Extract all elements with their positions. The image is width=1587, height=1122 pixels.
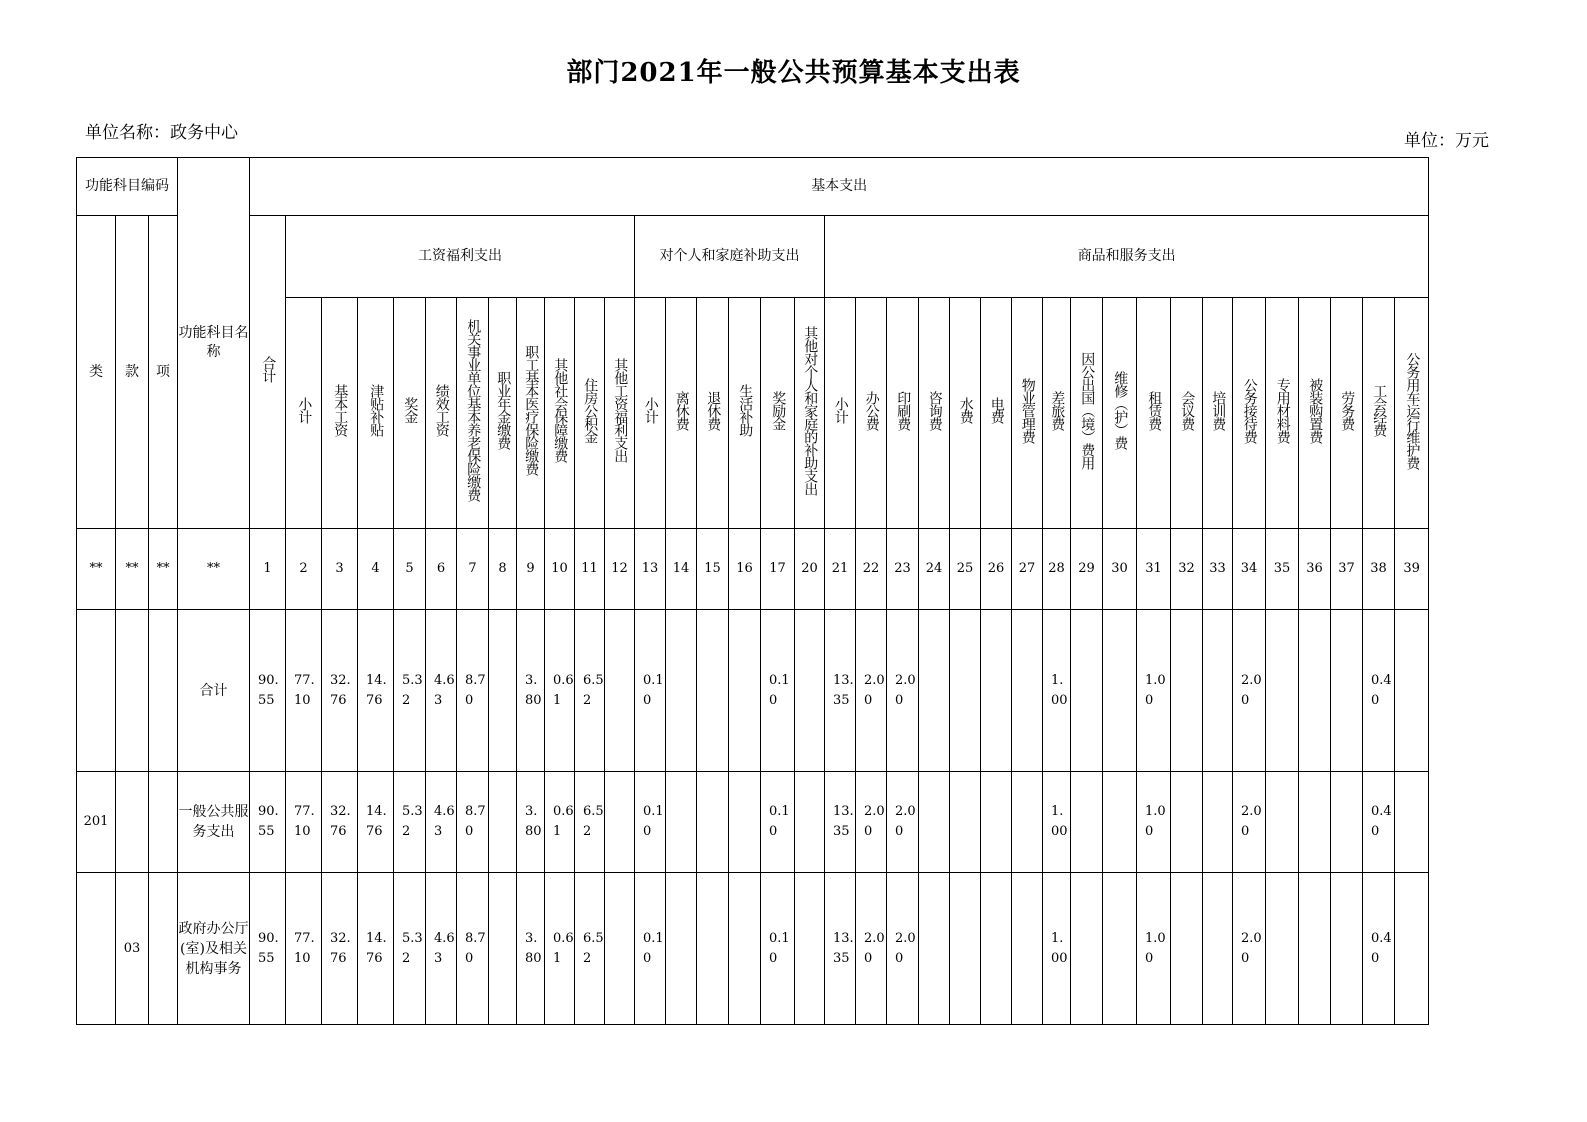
index-number: 14 — [666, 529, 697, 610]
header-func-name: 功能科目名称 — [178, 158, 250, 529]
index-code: ** — [178, 529, 250, 610]
row-value: 4.63 — [426, 873, 457, 1025]
row-value — [1266, 610, 1299, 772]
row-value: 13.35 — [825, 873, 856, 1025]
row-value: 13.35 — [825, 772, 856, 873]
row-value: 77.10 — [286, 772, 322, 873]
header-column — [1137, 298, 1171, 529]
header-column — [795, 298, 825, 529]
header-kuan: 款 — [116, 216, 149, 529]
row-value: 1.00 — [1137, 610, 1171, 772]
header-column — [358, 298, 394, 529]
row-value — [1171, 873, 1203, 1025]
row-xiang — [149, 873, 178, 1025]
header-basic: 基本支出 — [250, 158, 1429, 216]
row-value — [1103, 772, 1137, 873]
row-value: 1.00 — [1137, 772, 1171, 873]
row-value: 2.00 — [856, 772, 887, 873]
header-column — [426, 298, 457, 529]
row-value: 6.52 — [575, 873, 605, 1025]
header-column-label: 其他社会保障缴费 — [552, 358, 569, 463]
row-value: 5.32 — [394, 772, 426, 873]
row-name: 合计 — [178, 610, 250, 772]
header-column — [394, 298, 426, 529]
header-column-label: 津贴补贴 — [368, 384, 385, 437]
index-number: 20 — [795, 529, 825, 610]
index-number: 8 — [489, 529, 517, 610]
row-kuan — [116, 610, 149, 772]
header-column — [981, 298, 1012, 529]
index-number: 16 — [729, 529, 761, 610]
header-column-label: 被装购置费 — [1307, 377, 1324, 443]
index-number: 11 — [575, 529, 605, 610]
index-number: 1 — [250, 529, 286, 610]
row-value: 0.61 — [545, 772, 575, 873]
row-value: 90.55 — [250, 873, 286, 1025]
header-column — [575, 298, 605, 529]
header-column-label: 其他工资福利支出 — [612, 358, 629, 463]
row-value — [981, 772, 1012, 873]
index-number: 39 — [1395, 529, 1429, 610]
header-column-label: 咨询费 — [926, 390, 943, 430]
index-number: 28 — [1043, 529, 1071, 610]
row-value: 90.55 — [250, 610, 286, 772]
index-number: 24 — [919, 529, 950, 610]
row-value: 5.32 — [394, 610, 426, 772]
header-column-label: 小计 — [832, 397, 849, 424]
row-value — [1203, 772, 1233, 873]
row-value: 90.55 — [250, 772, 286, 873]
header-column — [1233, 298, 1266, 529]
row-value — [950, 873, 981, 1025]
row-value: 0.40 — [1363, 873, 1395, 1025]
row-value: 3.80 — [517, 873, 545, 1025]
row-value — [919, 772, 950, 873]
row-value: 0.10 — [635, 873, 666, 1025]
row-value — [605, 610, 635, 772]
row-value — [489, 772, 517, 873]
row-value — [1171, 772, 1203, 873]
row-value — [981, 873, 1012, 1025]
header-column — [1331, 298, 1363, 529]
header-column-label: 生活补助 — [737, 384, 754, 437]
table-row — [77, 873, 1429, 1025]
row-value: 77.10 — [286, 873, 322, 1025]
row-value: 8.70 — [457, 873, 489, 1025]
index-number: 2 — [286, 529, 322, 610]
index-number: 21 — [825, 529, 856, 610]
header-func-code: 功能科目编码 — [77, 158, 178, 216]
header-column-label: 机关事业单位基本养老保险缴费 — [465, 319, 482, 502]
header-column-label: 培训费 — [1210, 390, 1227, 430]
header-column — [761, 298, 795, 529]
row-value: 2.00 — [887, 873, 919, 1025]
row-value — [666, 772, 697, 873]
row-value — [729, 873, 761, 1025]
header-lei: 类 — [77, 216, 116, 529]
row-value — [666, 610, 697, 772]
row-kuan: 03 — [116, 873, 149, 1025]
row-value — [1266, 873, 1299, 1025]
row-value: 0.10 — [761, 772, 795, 873]
row-lei — [77, 610, 116, 772]
unit-name-label: 单位名称：政务中心 — [85, 123, 238, 143]
row-value: 32.76 — [322, 772, 358, 873]
row-value — [605, 873, 635, 1025]
index-number: 23 — [887, 529, 919, 610]
row-value — [1071, 772, 1103, 873]
unit-label: 单位：万元 — [1404, 131, 1489, 151]
row-kuan — [116, 772, 149, 873]
header-column — [697, 298, 729, 529]
row-lei: 201 — [77, 772, 116, 873]
header-column-label: 绩效工资 — [433, 384, 450, 437]
header-total — [250, 216, 286, 529]
header-column — [517, 298, 545, 529]
row-value: 6.52 — [575, 772, 605, 873]
header-column — [1266, 298, 1299, 529]
index-number: 6 — [426, 529, 457, 610]
row-value — [1012, 610, 1043, 772]
header-column-label: 其他对个人和家庭的补助支出 — [802, 325, 819, 495]
header-column — [1363, 298, 1395, 529]
index-number: 35 — [1266, 529, 1299, 610]
header-column-label: 小计 — [642, 397, 659, 424]
row-xiang — [149, 772, 178, 873]
index-number: 26 — [981, 529, 1012, 610]
header-column — [1103, 298, 1137, 529]
index-number: 37 — [1331, 529, 1363, 610]
row-value: 0.10 — [635, 610, 666, 772]
index-number: 4 — [358, 529, 394, 610]
header-xiang: 项 — [149, 216, 178, 529]
index-code: ** — [77, 529, 116, 610]
row-value: 14.76 — [358, 772, 394, 873]
row-value — [489, 873, 517, 1025]
row-value — [1171, 610, 1203, 772]
row-value: 0.10 — [635, 772, 666, 873]
header-column-label: 印刷费 — [895, 390, 912, 430]
row-value: 2.00 — [887, 610, 919, 772]
header-column — [1203, 298, 1233, 529]
row-value — [1203, 610, 1233, 772]
row-value: 6.52 — [575, 610, 605, 772]
row-value — [1203, 873, 1233, 1025]
index-number: 7 — [457, 529, 489, 610]
row-value — [919, 873, 950, 1025]
row-value — [697, 873, 729, 1025]
header-column-label: 职工基本医疗保险缴费 — [523, 345, 540, 476]
index-number: 22 — [856, 529, 887, 610]
row-value: 2.00 — [1233, 610, 1266, 772]
index-number: 32 — [1171, 529, 1203, 610]
page-title: 部门2021年一般公共预算基本支出表 — [566, 58, 1021, 88]
row-value — [1071, 610, 1103, 772]
index-number: 9 — [517, 529, 545, 610]
row-value — [697, 610, 729, 772]
row-value — [981, 610, 1012, 772]
row-value: 1.00 — [1043, 873, 1071, 1025]
row-value — [919, 610, 950, 772]
header-column-label: 电费 — [988, 397, 1005, 424]
header-column — [489, 298, 517, 529]
row-value: 2.00 — [1233, 772, 1266, 873]
table-row — [77, 772, 1429, 873]
header-column — [887, 298, 919, 529]
row-value: 0.61 — [545, 873, 575, 1025]
index-code: ** — [116, 529, 149, 610]
row-value — [666, 873, 697, 1025]
row-value — [795, 610, 825, 772]
row-value: 1.00 — [1043, 610, 1071, 772]
header-column-label: 工会经费 — [1371, 384, 1388, 437]
row-value — [1395, 610, 1429, 772]
row-value — [697, 772, 729, 873]
header-column — [919, 298, 950, 529]
row-value: 14.76 — [358, 873, 394, 1025]
row-value: 3.80 — [517, 772, 545, 873]
header-column-label: 水费 — [957, 397, 974, 424]
header-total-label: 合计 — [260, 356, 277, 383]
row-value — [950, 610, 981, 772]
row-value: 5.32 — [394, 873, 426, 1025]
index-number: 27 — [1012, 529, 1043, 610]
header-column — [286, 298, 322, 529]
row-value — [1299, 772, 1331, 873]
row-xiang — [149, 610, 178, 772]
index-code: ** — [149, 529, 178, 610]
index-number: 12 — [605, 529, 635, 610]
header-column-label: 公务用车运行维护费 — [1404, 351, 1421, 469]
header-column-label: 差旅费 — [1049, 390, 1066, 430]
header-column-label: 物业管理费 — [1019, 377, 1036, 443]
index-number: 29 — [1071, 529, 1103, 610]
row-name: 一般公共服务支出 — [178, 772, 250, 873]
index-number: 36 — [1299, 529, 1331, 610]
header-group-goods: 商品和服务支出 — [825, 216, 1429, 298]
row-value — [729, 610, 761, 772]
row-value: 0.10 — [761, 610, 795, 772]
row-value — [795, 772, 825, 873]
row-value: 0.40 — [1363, 610, 1395, 772]
row-value — [489, 610, 517, 772]
header-column-label: 基本工资 — [332, 384, 349, 437]
index-number: 10 — [545, 529, 575, 610]
table-row — [77, 610, 1429, 772]
header-column — [322, 298, 358, 529]
row-value — [1395, 772, 1429, 873]
row-value — [1012, 873, 1043, 1025]
header-column — [950, 298, 981, 529]
row-value — [1331, 610, 1363, 772]
header-column-label: 离休费 — [673, 390, 690, 430]
header-column — [825, 298, 856, 529]
row-value — [1331, 873, 1363, 1025]
row-value: 4.63 — [426, 610, 457, 772]
row-value: 8.70 — [457, 772, 489, 873]
header-column-label: 因公出国（境）费用 — [1079, 351, 1096, 469]
index-number: 15 — [697, 529, 729, 610]
header-column — [457, 298, 489, 529]
header-column-label: 职业年金缴费 — [495, 371, 512, 450]
header-group-salary: 工资福利支出 — [286, 216, 635, 298]
header-column-label: 奖励金 — [770, 390, 787, 430]
row-value — [729, 772, 761, 873]
header-column — [666, 298, 697, 529]
header-column — [605, 298, 635, 529]
index-number: 38 — [1363, 529, 1395, 610]
row-value: 2.00 — [1233, 873, 1266, 1025]
header-column — [1071, 298, 1103, 529]
header-column — [1012, 298, 1043, 529]
header-column-label: 住房公积金 — [582, 377, 599, 443]
header-column-label: 办公费 — [863, 390, 880, 430]
row-value — [1331, 772, 1363, 873]
header-column — [856, 298, 887, 529]
header-column — [1299, 298, 1331, 529]
header-column-label: 租赁费 — [1146, 390, 1163, 430]
header-column-label: 公务接待费 — [1241, 377, 1258, 443]
index-number: 33 — [1203, 529, 1233, 610]
row-value: 0.10 — [761, 873, 795, 1025]
header-column-label: 小计 — [296, 397, 313, 424]
index-number: 3 — [322, 529, 358, 610]
header-column — [635, 298, 666, 529]
index-number: 5 — [394, 529, 426, 610]
row-value — [1012, 772, 1043, 873]
row-value: 32.76 — [322, 610, 358, 772]
row-value — [605, 772, 635, 873]
row-value: 2.00 — [856, 873, 887, 1025]
header-column — [729, 298, 761, 529]
row-value: 1.00 — [1043, 772, 1071, 873]
row-value — [1266, 772, 1299, 873]
index-number: 31 — [1137, 529, 1171, 610]
header-column — [545, 298, 575, 529]
row-value — [1299, 610, 1331, 772]
header-column-label: 维修（护）费 — [1112, 371, 1129, 450]
header-column-label: 专用材料费 — [1274, 377, 1291, 443]
row-value: 4.63 — [426, 772, 457, 873]
header-column — [1171, 298, 1203, 529]
row-value: 8.70 — [457, 610, 489, 772]
row-value: 0.61 — [545, 610, 575, 772]
row-value — [1395, 873, 1429, 1025]
header-column-label: 奖金 — [402, 397, 419, 424]
budget-table — [76, 157, 1429, 1025]
row-value: 32.76 — [322, 873, 358, 1025]
row-value: 13.35 — [825, 610, 856, 772]
row-value: 2.00 — [887, 772, 919, 873]
header-column — [1043, 298, 1071, 529]
header-column-label: 劳务费 — [1339, 390, 1356, 430]
row-value — [1103, 610, 1137, 772]
index-number: 13 — [635, 529, 666, 610]
row-value: 0.40 — [1363, 772, 1395, 873]
row-value — [1299, 873, 1331, 1025]
row-value: 14.76 — [358, 610, 394, 772]
index-number: 34 — [1233, 529, 1266, 610]
header-column — [1395, 298, 1429, 529]
index-number: 17 — [761, 529, 795, 610]
header-column-label: 会议费 — [1179, 390, 1196, 430]
index-number: 25 — [950, 529, 981, 610]
row-value: 3.80 — [517, 610, 545, 772]
row-value — [1071, 873, 1103, 1025]
header-group-subsidy: 对个人和家庭补助支出 — [635, 216, 825, 298]
header-column-label: 退休费 — [705, 390, 722, 430]
row-value: 77.10 — [286, 610, 322, 772]
row-value: 1.00 — [1137, 873, 1171, 1025]
row-value: 2.00 — [856, 610, 887, 772]
row-value — [795, 873, 825, 1025]
row-name: 政府办公厅(室)及相关机构事务 — [178, 873, 250, 1025]
row-value — [1103, 873, 1137, 1025]
row-value — [950, 772, 981, 873]
index-number: 30 — [1103, 529, 1137, 610]
row-lei — [77, 873, 116, 1025]
